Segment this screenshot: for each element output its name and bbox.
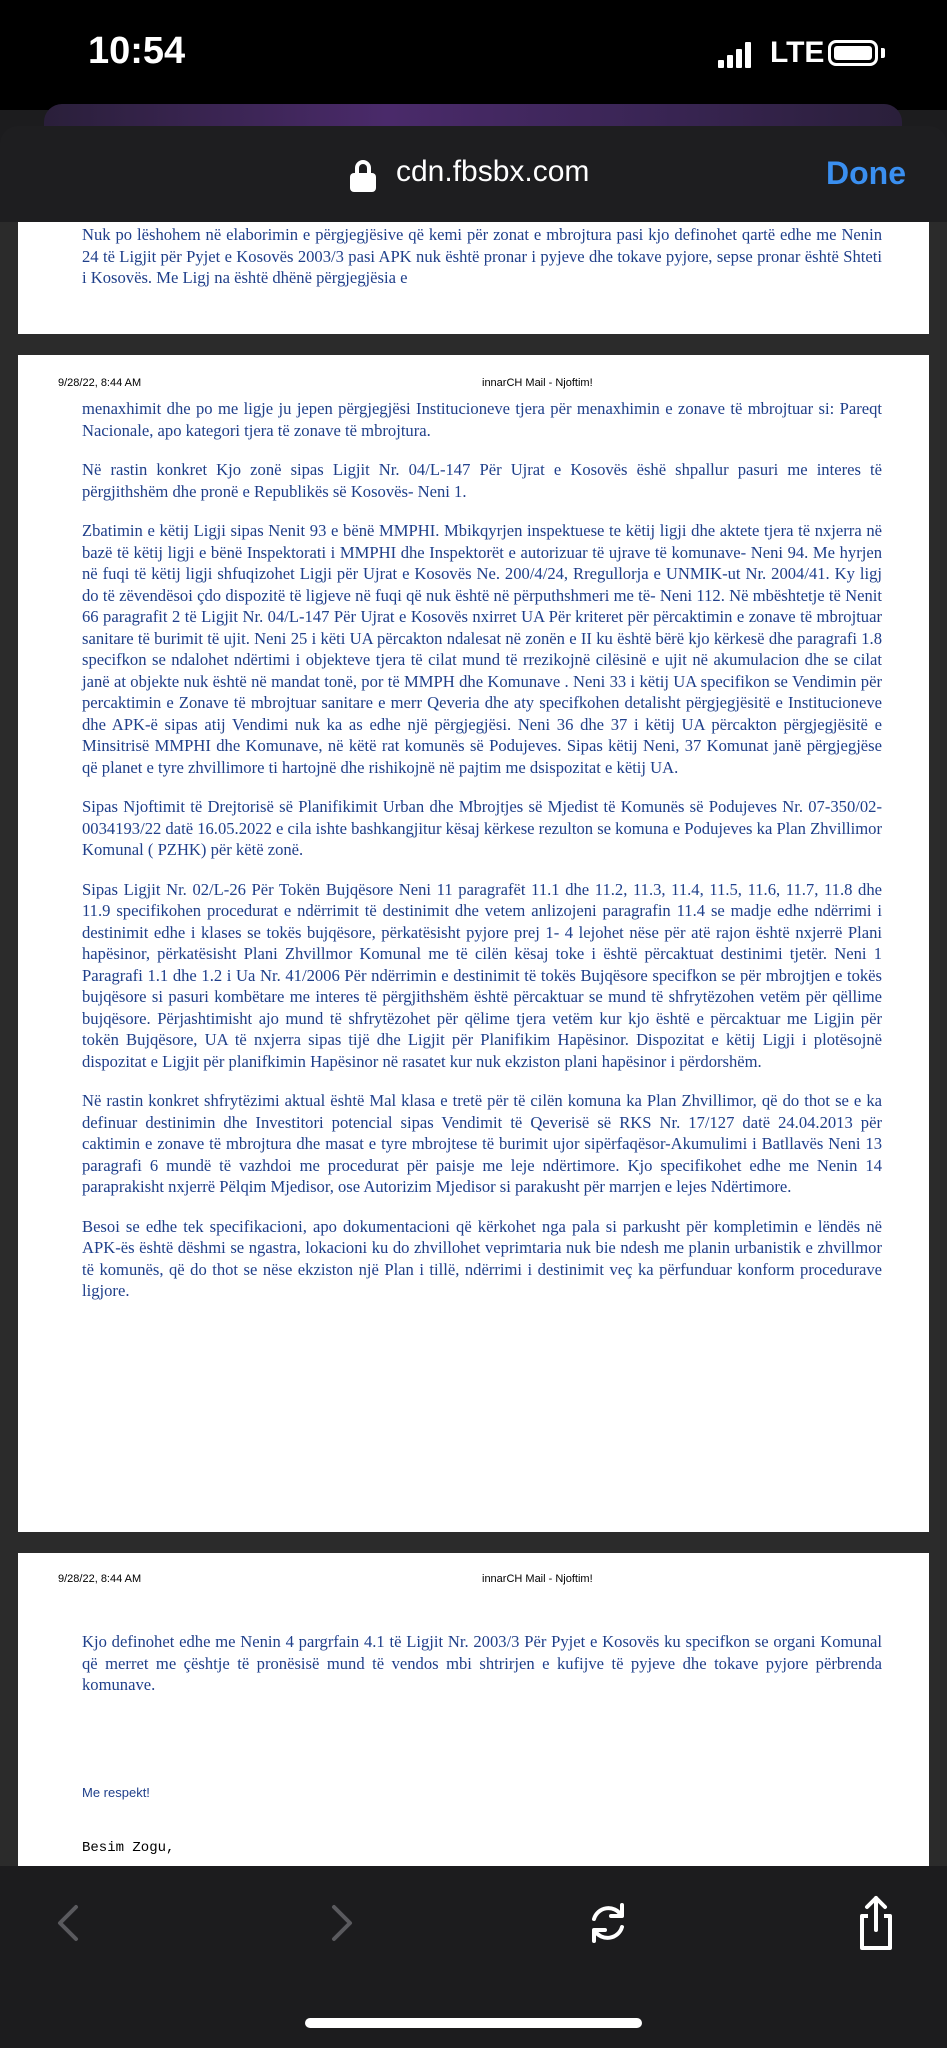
share-icon[interactable]: [846, 1890, 906, 1950]
paragraph: menaxhimit dhe po me ligje ju jepen përgjegjësi Institucioneve tjera për menaxhimin e zonave të mbrojtuar si: Pareqt Nacionale, apo kategori tjera të zonave të mbrojtura.: [82, 399, 882, 440]
paragraph: Sipas Njoftimit të Drejtorisë së Planifikimit Urban dhe Mbrojtjes së Mjedist të Komunës së Podujeves Nr. 07-350/02-0034193/22 datë 16.05.2022 e cila ishte bashkangjitur kësaj kërkese rezulton se komuna e Podujeves ka Plan Zhvillimor Komunal ( PZHK) për këtë zonë.: [82, 797, 883, 859]
lock-icon: [350, 160, 376, 192]
paragraph: Në rastin konkret Kjo zonë sipas Ligjit Nr. 04/L-147 Për Ujrat e Kosovës ëshë shpallur pasuri me interes të përgjithshëm dhe pronë e Republikës së Kosovës- Neni 1.: [82, 460, 882, 501]
page-header-title: innarCH Mail - Njoftim!: [482, 377, 593, 389]
page-header-title: innarCH Mail - Njoftim!: [482, 1573, 593, 1585]
done-button[interactable]: Done: [826, 155, 906, 191]
document-page-3: [18, 1553, 929, 1866]
paragraph: Nuk po lëshohem në elaborimin e përgjegjësive që kemi për zonat e mbrojtura pasi kjo definohet qartë edhe me Nenin 24 të Ligjit për Pyjet e Kosovës 2003/3 pasi APK nuk është pronar i pyjeve dhe tokave pyjore, sepse pronar është Shteti i Kosovës. Me Ligj na është dhënë përgjegjësia e: [82, 225, 882, 287]
page-header-date: 9/28/22, 8:44 AM: [58, 377, 142, 389]
paragraph: Sipas Ligjit Nr. 02/L-26 Për Tokën Bujqësore Neni 11 paragrafët 11.1 dhe 11.2, 11.3, 11.4, 11.5, 11.6, 11.7, 11.8 dhe 11.9 specifikohen procedurat e ndërrimit të destinimit dhe vetem anlizojeni paragrafin 11.4 se madje edhe ndërrimi i destinimit edhe i klases se tokës bujqësore, përkatësisht pyjore prej 1- 4 lejohet nëse për atë rajon është nxjerrë Plani hapësinor, përkatësisht Plani Zhvillmor Komunal me të cilën kësaj toke i është përcaktuat destinimi tjetër. Neni 1 Paragrafi 1.1 dhe 1.2 i Ua Nr. 41/2006 Për ndërrimin e destinimit të tokës Bujqësore specifkon se për mbrojtjen e tokës bujqësore si pasuri kombëtare me interes të përgjithshëm është përcaktuar se mund të shfrytëzohen vetëm për qëllime bujqësore. Përjashtimisht ajo mund të shfrytëzohet për qëlime tjera vetëm kur kjo është e përcaktuar me Ligjin për tokën Bujqësore, UA të nxjerra sipas tijë dhe Ligjit për Planifikim Hapësinor. Dispozitat e këtij Ligji i plotësojnë dispozitat e Ligjit për planifkimin Hapësinor në rasatet kur nuk ekziston plani hapësinor i përdorshëm.: [82, 879, 882, 1071]
document-page-1: [18, 222, 929, 334]
paragraph: Kjo definohet edhe me Nenin 4 pargrfain 4.1 të Ligjit Nr. 2003/3 Për Pyjet e Kosovës ku specifkon se organi Komunal që merret me çështje të pronësisë mund të vendos mbi shtrirjen e kufijve të pyjeve dhe tokave pyjore përbrenda komunave.: [82, 1632, 882, 1694]
document-page-2: [18, 355, 929, 1532]
signature-name: Besim Zogu,: [82, 1840, 175, 1856]
page-header-date: 9/28/22, 8:44 AM: [58, 1573, 142, 1585]
document-viewport[interactable]: [0, 222, 947, 1866]
home-indicator[interactable]: [305, 2018, 642, 2028]
paragraph: Zbatimin e këtij Ligji sipas Nenit 93 e bënë MMPHI. Mbikqyrjen inspektuese te këtij ligji dhe aktete tjera të nxjerra në bazë të këtij ligji e bënë Inspektorati i MMPHI dhe Inspektorët e autorizuar të ujrave të komunave- Neni 94. Me hyrjen në fuqi të këtij ligji shfuqizohet Ligji për Ujrat e Kosovës Ne. 200/4/24, Rregullorja e UNMIK-ut Nr. 2004/41. Ky ligj do të zëvendësoi çdo dispozitë të ligjeve në fuqi që nuk është në përputhshmeri me të- Neni 112. Në mbështetje të Nenit 66 paragrafit 2 të Ligjit Nr. 04/L-147 Për Ujrat e Kosovës nxirret UA Për kriteret për përcaktimin e zonave të mbrojtuar sanitare të burimit të ujit. Neni 25 i këti UA përcakton ndalesat në zonën e II ku është bërë kjo kërkesë dhe paragrafi 1.8 specifkon se ndalohet ndërtimi i objekteve tjera të cilat mund të rrezikojnë cilësinë e ujit në akumulacion dhe se cilat janë at objekte nuk është në mandat tonë, por të MMPH dhe Komunave . Neni 33 i këtij UA specifikon se Vendimin për percaktimin e Zonave të mbrojtuar sanitare e merr Qeveria dhe aty specifkohen detalisht përgjegjësitë e Institucioneve dhe APK-ë sipas atij Vendimi nuk ka as edhe një përgjegjësi. Neni 36 dhe 37 i këtij UA përcakton përgjegjësitë e Minsitrisë MMPHI dhe Komunave, në këtë rat komunës së Podujeves. Sipas këtij Neni, 37 Komunat janë përgjegjëse që planet e tyre zhvillimore ti hartojnë dhe rishikojnë në pajtim me dsispozitat e këtij UA.: [82, 521, 882, 777]
battery-icon: [828, 40, 878, 66]
closing-line: Me respekt!: [82, 1785, 150, 1800]
url-label[interactable]: cdn.fbsbx.com: [396, 155, 590, 188]
chevron-left-icon[interactable]: [40, 1893, 100, 1953]
chevron-right-icon[interactable]: [310, 1893, 370, 1953]
paragraph: Besoi se edhe tek specifikacioni, apo dokumentacioni që kërkohet nga pala si parkusht për kompletimin e lëndës në APK-ës është dëshmi se ngastra, lokacioni ku do zhvillohet veprimtaria nuk bie ndesh me planin urbanistik e zhvillmor të komunës, që do thot se nëse ekziston një Plan i tillë, ndërrimi i destinimit veç ka përfunduar konform procedurave ligjore.: [82, 1216, 882, 1300]
network-type: LTE: [770, 36, 825, 69]
paragraph: Në rastin konkret shfrytëzimi aktual është Mal klasa e tretë për të cilën komuna ka Plan Zhvillimor, që do thot se e ka definuar destinimin dhe Investitori potencial sipas Vendimit të Qeverisë së RKS Nr. 17/127 datë 24.04.2013 për caktimin e zonave të mbrojtura dhe masat e tyre mbrojtese të burimit ujor sipërfaqësor-Akumulimi i Batllavës Neni 13 paragrafi 6 mundë të vazhdoi me procedurat për paisje me leje ndërtimore. Kjo specifikohet edhe me Nenin 14 paraprakisht nxjerrë Pëlqim Mjedisor, ose Autorizim Mjedisor si parakusht për marrjen e lejes Ndërtimore.: [82, 1091, 882, 1196]
cellular-signal-icon: [718, 42, 752, 68]
reload-icon[interactable]: [578, 1893, 638, 1953]
status-bar: [0, 0, 947, 110]
status-time: 10:54: [88, 30, 186, 72]
